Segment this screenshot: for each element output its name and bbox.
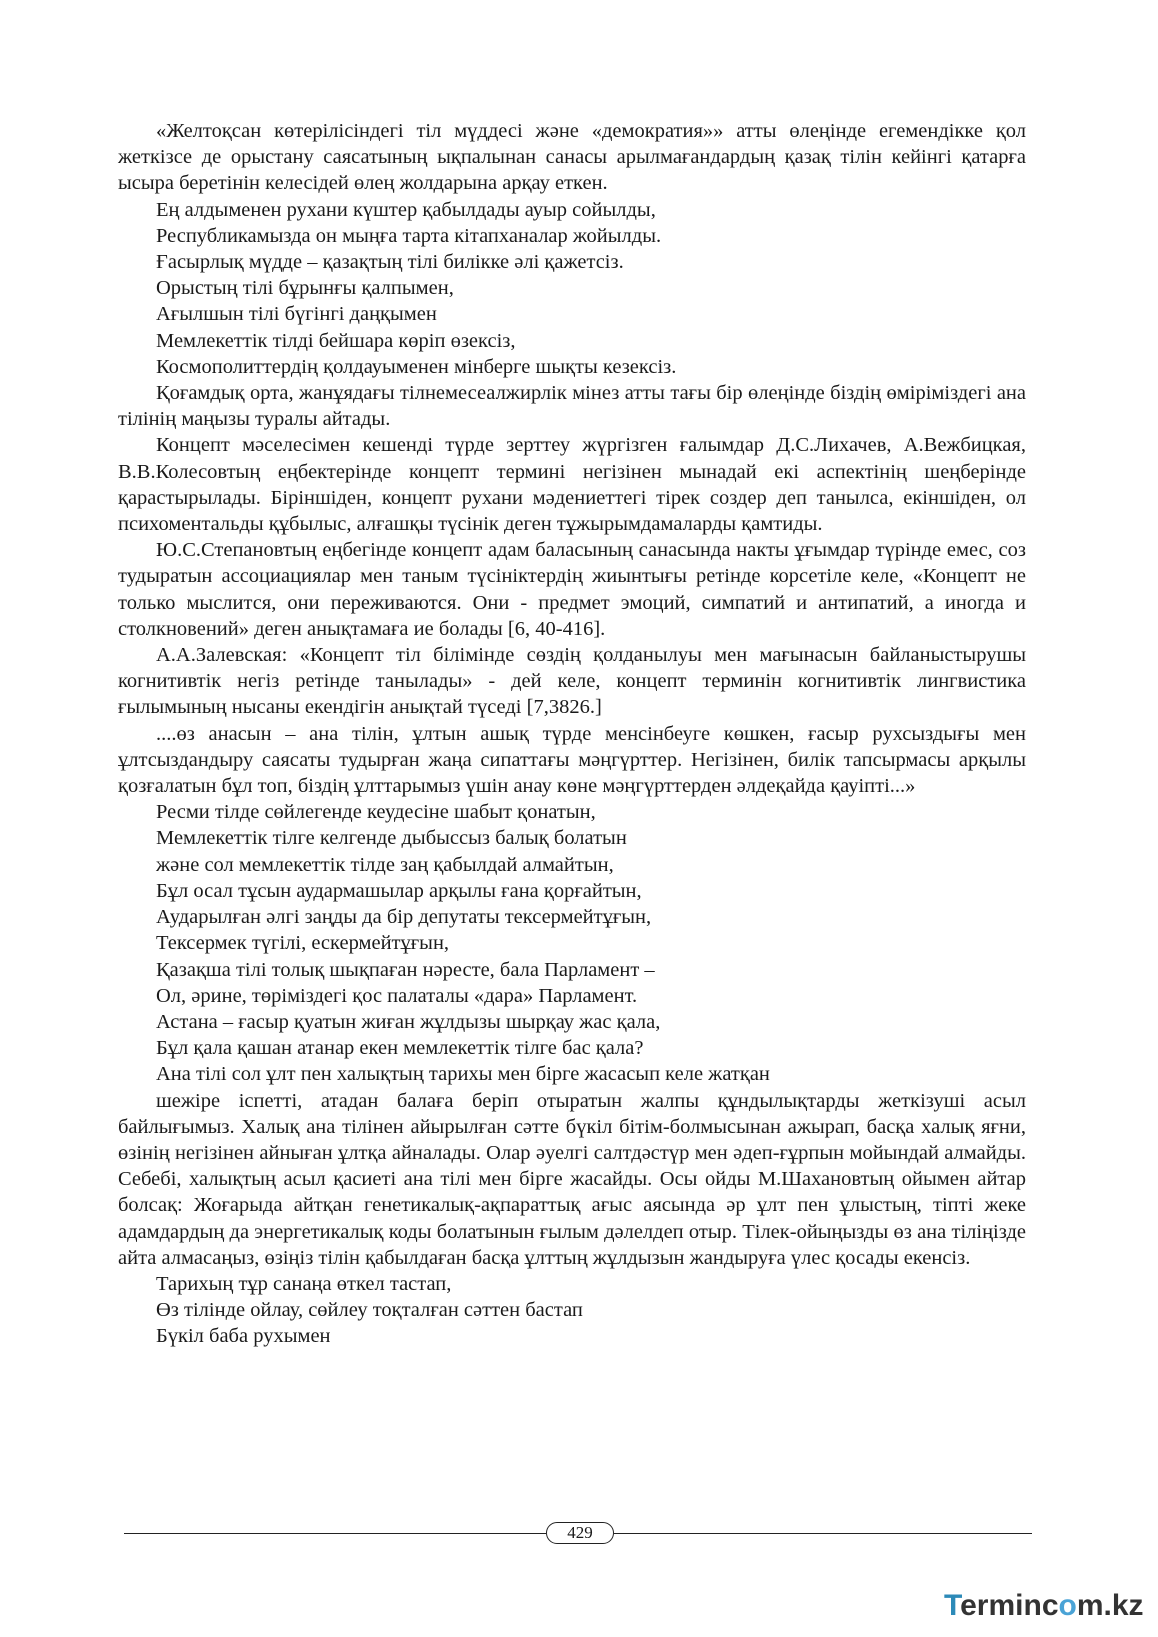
page-body [118,118,1026,1350]
verse-line: Өз тілінде ойлау, сөйлеу тоқталған сәттен бастап [156,1299,583,1322]
verse-line: Ана тілі сол ұлт пен халықтың тарихы мен бірге жасасып келе жатқан [156,1063,770,1086]
verse-line: Аударылған әлгі заңды да бір депутаты тексермейтұғын, [156,906,652,929]
site-watermark-logo: Termincom.kz [944,1589,1144,1622]
verse-line: және сол мемлекеттік тілде заң қабылдай алмайтын, [156,853,614,876]
verse-line: Ғасырлық мүдде – қазақтың тілі билікке әлі қажетсіз. [156,251,624,274]
body-paragraph: «Желтоқсан көтерілісіндегі тіл мүддесі және «демократия»» атты өлеңінде егемендікке қол жеткізсе де орыстану саясатының ықпалынан санасы арылмағандардың қазақ тілін кейінгі қатарға ысыра беретінін келесідей өлең жолдарына арқау еткен. [118,120,1026,195]
body-paragraph: А.А.Залевская: «Концепт тіл білімінде сөздің қолданылуы мен мағынасын байланыстырушы когнитивтік негіз ретінде танылады» - дей келе, концепт терминін когнитивтік лингвистика ғылымының нысаны екендігін анықтай түседі [7,3826.] [118,644,1026,719]
footer-rule-right [614,1533,1032,1534]
verse-line: Ең алдыменен рухани күштер қабылдады ауыр сойылды, [156,198,656,221]
verse-line: Ағылшын тілі бүгінгі даңқымен [156,303,437,326]
verse-line: Қазақша тілі толық шықпаған нәресте, бала Парламент – [156,958,655,981]
verse-line: Бұл қала қашан атанар екен мемлекеттік тілге бас қала? [156,1037,644,1060]
verse-line: Мемлекеттік тілді бейшара көріп өзексіз, [156,329,516,352]
footer-rule-left [124,1533,546,1534]
body-paragraph: Қоғамдық орта, жанұядағы тілнемесеалжирлік мінез атты тағы бір өлеңінде біздің өміріміздегі ана тілінің маңызы туралы айтады. [118,382,1026,431]
verse-line: Тарихың тұр санаңа өткел тастап, [156,1272,452,1295]
verse-line: Ресми тілде сөйлегенде кеудесіне шабыт қонатын, [156,801,596,824]
verse-line: Ол, әрине, төріміздегі қос палаталы «дара» Парламент. [156,984,638,1007]
verse-line: Орыстың тілі бұрынғы қалпымен, [156,277,454,300]
verse-line: Бүкіл баба рухымен [156,1325,331,1348]
body-paragraph: ....өз анасын – ана тілін, ұлтын ашық түрде менсінбеуге көшкен, ғасыр рухсыздығы мен ұлтсыздандыру саясаты тудырған жаңа сипаттағы мәңгүрттер. Негізінен, билік тапсырмасы арқылы қозғалатын бұл топ, біздің ұлттарымыз үшін анау көне мәңгүрттерден әлдеқайда қауіпті...» [118,722,1026,798]
verse-line: Республикамызда он мыңға тарта кітапханалар жойылды. [156,224,662,247]
body-paragraph: Ю.С.Степановтың еңбегінде концепт адам баласының санасында накты ұғымдар түрінде емес, соз тудыратын ассоциациялар мен таным түсініктердің жиынтығы ретінде корсетіле келе, «Концепт не только мыслится, они переживаются. Они - предмет эмоций, симпатий и антипатий, а иногда и столкновений» деген анықтамаға ие болады [6, 40-416]. [118,539,1026,640]
body-paragraph: шежіре іспетті, атадан балаға беріп отыратын жалпы құндылықтарды жеткізуші асыл байлығымыз. Халық ана тілінен айырылған сәтте бүкіл бітім-болмысынан ажырап, басқа халық яғни, өзінің негізінен айныған ұлтқа айналады. Олар әуелгі салтдәстүр мен әдеп-ғұрпын мойындай алмайды. Себебі, халықтың асыл қасиеті ана тілі мен бірге жасайды. Осы ойды М.Шахановтың ойымен айтар болсақ: Жоғарыда айтқан генетикалық-ақпараттық ағыс аясында әр ұлт пен ұлыстың, тіпті жеке адамдардың да энергетикалық коды болатынын ғылым дәлелдеп отыр. Тілек-ойыңызды өз ана тіліңізде айта алмасаңыз, өзіңіз тілін қабылдаған басқа ұлттың жұлдызын жандыруға үлес қосады екенсіз. [118,1089,1026,1269]
verse-line: Космополиттердің қолдауыменен мінберге шықты кезексіз. [156,355,677,378]
verse-line: Бұл осал тұсын аудармашылар арқылы ғана қорғайтын, [156,879,642,902]
verse-line: Тексермек түгілі, ескермейтұғын, [156,932,450,955]
verse-line: Астана – ғасыр қуатын жиған жұлдызы шырқау жас қала, [156,1010,661,1033]
page-number: 429 [546,1522,614,1544]
verse-line: Мемлекеттік тілге келгенде дыбыссыз балық болатын [156,827,627,850]
body-paragraph: Концепт мәселесімен кешенді түрде зерттеу жүргізген ғалымдар Д.С.Лихачев, А.Вежбицкая, В.В.Колесовтың еңбектерінде концепт термині негізінен мынадай екі аспектінің шеңберінде қарастырылады. Біріншіден, концепт рухани мәдениеттегі тірек создер деп танылса, екіншіден, ол психоментальды құбылыс, алғашқы түсінік деген тұжырымдамаларды қамтиды. [118,434,1026,536]
